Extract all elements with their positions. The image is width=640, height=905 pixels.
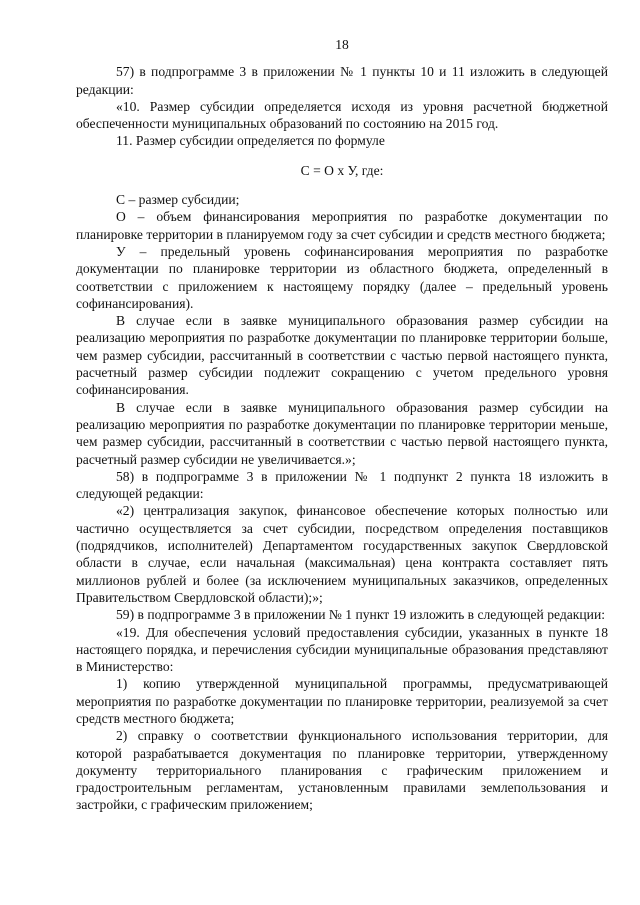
paragraph-item-10: «10. Размер субсидии определяется исходя из уровня расчетной бюджетной обеспеченности муниципальных образований по состоянию на 2015 год.: [76, 98, 608, 132]
paragraph-58: 58) в подпрограмме 3 в приложении № 1 подпункт 2 пункта 18 изложить в следующей редакции:: [76, 468, 608, 502]
subsidy-formula: С = О х У, где:: [300, 162, 384, 178]
paragraph-subitem-1-program-copy: 1) копию утвержденной муниципальной программы, предусматривающей мероприятия по разработке документации по планировке территории, реализуемой за счет средств местного бюджета;: [76, 676, 608, 726]
definition-u: У – предельный уровень софинансирования мероприятия по разработке документации по планировке территории из областного бюджета, определенный в соответствии с приложением к настоящему порядку (далее – предельный уровень софинансирования).: [76, 243, 608, 311]
paragraph-item-19: «19. Для обеспечения условий предоставления субсидии, указанных в пункте 18 настоящего порядка, и перечисления субсидии муниципальные образования представляют в Министерство:: [76, 624, 608, 675]
paragraph-57: 57) в подпрограмме 3 в приложении № 1 пункты 10 и 11 изложить в следующей редакции:: [76, 64, 608, 97]
paragraph-59: 59) в подпрограмме 3 в приложении № 1 пункт 19 изложить в следующей редакции:: [116, 607, 606, 623]
paragraph-subitem-2-centralization: «2) централизация закупок, финансовое обеспечение которых полностью или частично осуществляется за счет субсидии, посредством определения поставщиков (подрядчиков, исполнителей) Департаментом государственных закупок Свердловской области в случае, если начальная (максимальная) цена контракта составляет пять миллионов рублей и более (за исключением муниципальных заказчиков, определенных Правительством Свердловской области);»;: [76, 503, 608, 605]
paragraph-subitem-2-certificate: 2) справку о соответствии функционального использования территории, для которой разрабатывается документация по планировке территории, утвержденному документу территориального планирования с графическим приложением и градостроительным регламентам, установленным правилами землепользования и застройки, с графическим приложением;: [76, 728, 608, 813]
definition-o: О – объем финансирования мероприятия по разработке документации по планировке территории в планируемом году за счет субсидии и средств местного бюджета;: [76, 209, 608, 242]
page-number: 18: [335, 37, 349, 52]
paragraph-item-11: 11. Размер субсидии определяется по формуле: [116, 133, 385, 149]
document-page: [76, 36, 608, 814]
definition-c: С – размер субсидии;: [116, 192, 240, 208]
paragraph-subsidy-greater: В случае если в заявке муниципального образования размер субсидии на реализацию мероприятия по разработке документации по планировке территории больше, чем размер субсидии, рассчитанный в соответствии с частью первой настоящего пункта, расчетный размер субсидии подлежит сокращению с учетом предельного уровня софинансирования.: [76, 313, 608, 398]
paragraph-subsidy-less: В случае если в заявке муниципального образования размер субсидии на реализацию мероприятия по разработке документации по планировке территории меньше, чем размер субсидии, рассчитанный в соответствии с частью первой настоящего пункта, расчетный размер субсидии не увеличивается.»;: [76, 399, 608, 467]
